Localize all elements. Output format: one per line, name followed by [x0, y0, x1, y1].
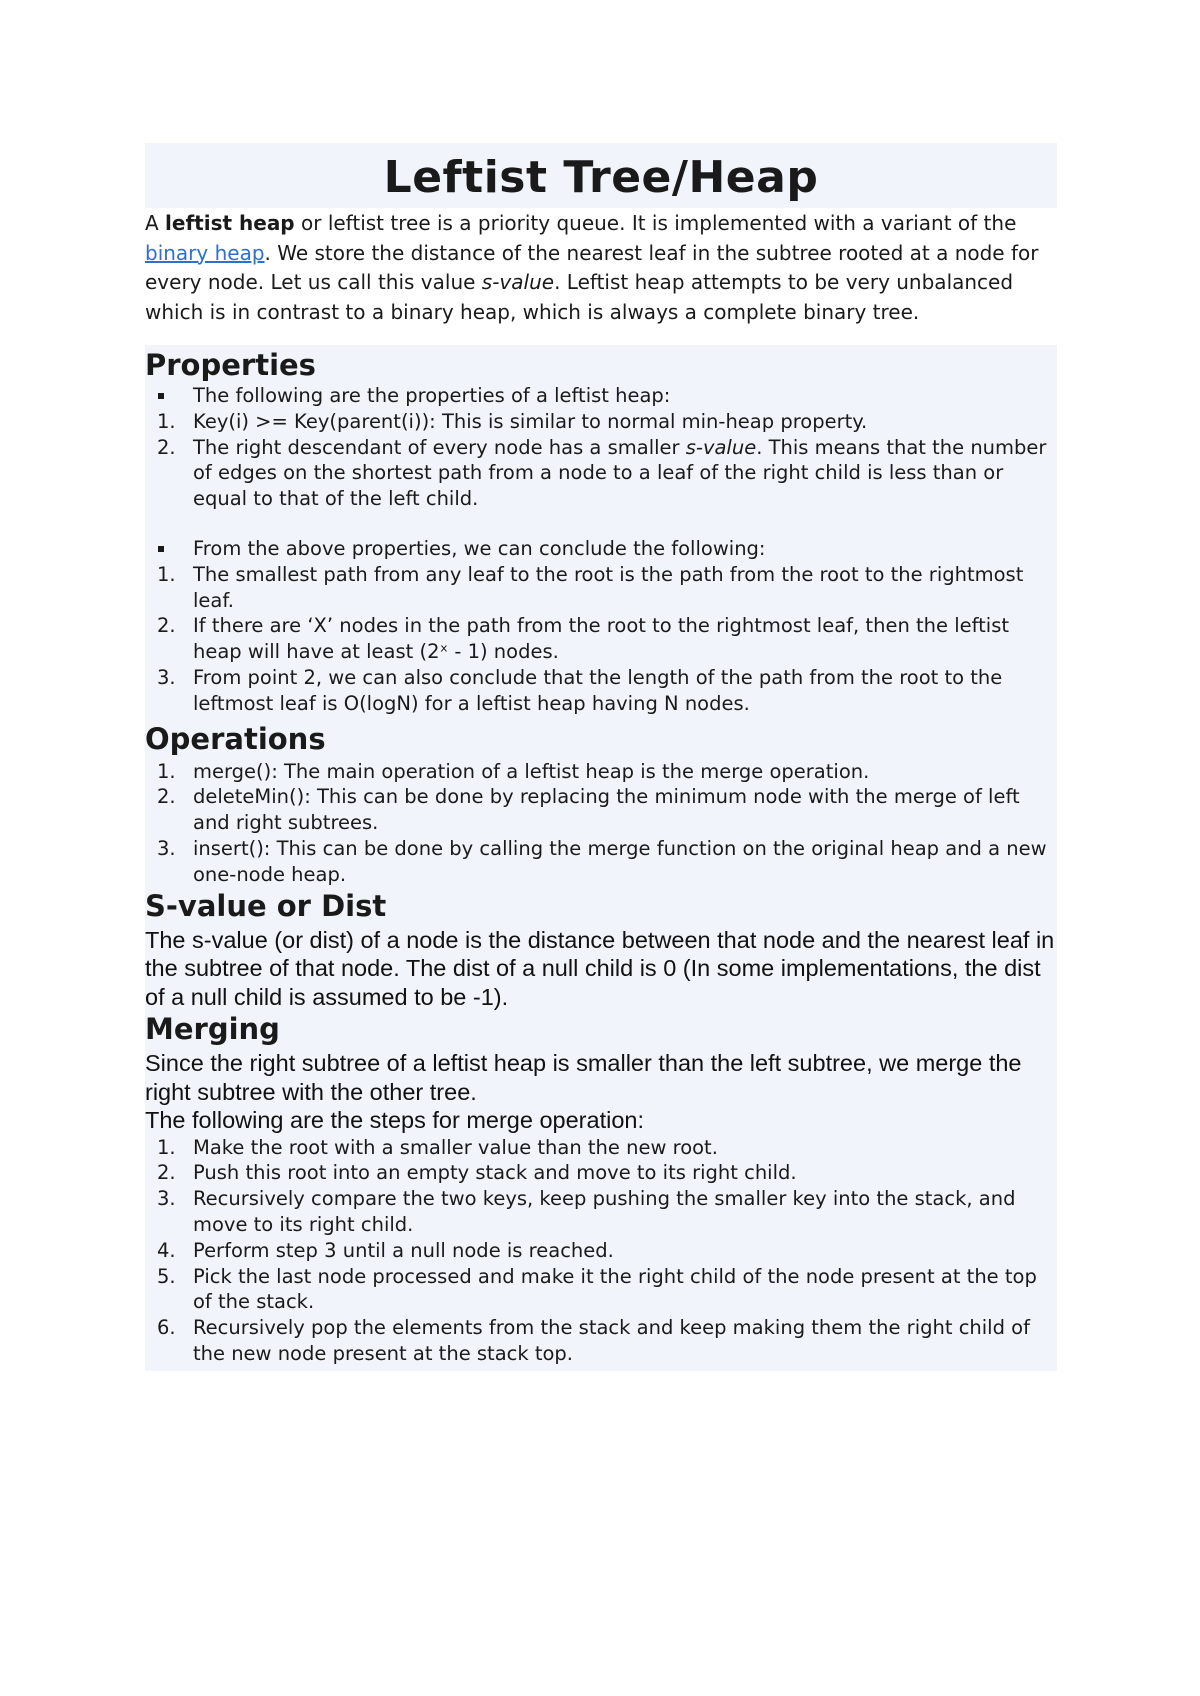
merging-paragraph-1: Since the right subtree of a leftist heap is smaller than the left subtree, we merge the right subtree with the other tree.	[145, 1050, 1022, 1105]
merging-heading: Merging	[145, 1012, 280, 1047]
list-item-text: The smallest path from any leaf to the root is the path from the root to the rightmost leaf.	[193, 562, 1024, 612]
list-item-text: insert(): This can be done by calling the merge function on the original heap and a new one-node heap.	[193, 836, 1047, 886]
document-page	[145, 143, 1057, 1371]
list-item-italic: s-value	[685, 435, 757, 459]
list-number: 1.	[157, 562, 176, 586]
list-item-text: Push this root into an empty stack and move to its right child.	[193, 1161, 797, 1185]
list-item-text: If there are ‘X’ nodes in the path from the root to the rightmost leaf, then the leftist heap will have at least (2ˣ - 1) nodes.	[193, 614, 1010, 664]
operations-section	[145, 719, 1057, 888]
list-item-text: Pick the last node processed and make it the right child of the node present at the top of the stack.	[193, 1264, 1037, 1314]
list-item-text: Key(i) >= Key(parent(i)): This is similar to normal min-heap property.	[193, 409, 868, 433]
list-item	[145, 435, 1057, 512]
list-item	[145, 536, 1057, 562]
intro-prefix: A	[145, 211, 166, 235]
list-number: 2.	[157, 614, 176, 638]
list-item	[145, 759, 1057, 785]
list-item	[145, 409, 1057, 435]
svalue-paragraph: The s-value (or dist) of a node is the distance between that node and the nearest leaf in the subtree of that node. The dist of a null child is 0 (In some implementations, the dist of a null child is assumed to be -1).	[145, 926, 1055, 1010]
list-item-text: deleteMin(): This can be done by replacing the minimum node with the merge of left and right subtrees.	[193, 785, 1020, 835]
binary-heap-link[interactable]: binary heap	[145, 240, 265, 265]
merging-section	[145, 1011, 1057, 1371]
list-item-text: Perform step 3 until a null node is reached.	[193, 1238, 614, 1262]
bullet-text: The following are the properties of a leftist heap:	[193, 384, 671, 407]
merging-paragraph-2: The following are the steps for merge operation:	[145, 1107, 644, 1134]
list-number: 1.	[157, 759, 176, 783]
intro-text-3: . Leftist heap attempts to be very unbalanced which is in contrast to a binary heap, which is always a complete binary tree.	[145, 270, 1014, 324]
list-number: 2.	[157, 435, 176, 459]
list-item	[145, 1160, 1057, 1186]
list-number: 3.	[157, 1187, 176, 1211]
list-item-text: merge(): The main operation of a leftist heap is the merge operation.	[193, 759, 870, 783]
list-item	[145, 613, 1057, 665]
operations-heading: Operations	[145, 721, 326, 756]
operations-list	[145, 759, 1057, 888]
properties-list-2	[145, 536, 1057, 717]
list-item-text: . This means that the number of edges on the shortest path from a node to a leaf of the right child is less than or equal to that of the left child.	[193, 435, 1047, 511]
list-number: 3.	[157, 665, 176, 689]
list-number: 6.	[157, 1316, 176, 1340]
svalue-section	[145, 888, 1057, 1012]
list-item	[145, 784, 1057, 836]
list-item	[145, 1264, 1057, 1316]
merge-steps-list	[145, 1135, 1057, 1371]
intro-svalue-term: s-value	[481, 270, 555, 294]
list-item	[145, 836, 1057, 888]
properties-heading: Properties	[145, 348, 316, 382]
list-number: 2.	[157, 785, 176, 809]
intro-text-1: or leftist tree is a priority queue. It is implemented with a variant of the	[294, 211, 1017, 235]
list-item-text: Make the root with a smaller value than the new root.	[193, 1135, 718, 1159]
properties-list-1	[145, 383, 1057, 512]
list-item	[145, 1135, 1057, 1161]
list-item-text: From point 2, we can also conclude that the length of the path from the root to the leftmost leaf is O(logN) for a leftist heap having N nodes.	[193, 665, 1003, 715]
list-item	[145, 665, 1057, 717]
list-item-text: The right descendant of every node has a smaller	[193, 435, 686, 459]
properties-section	[145, 345, 1057, 719]
list-number: 2.	[157, 1161, 176, 1185]
list-number: 5.	[157, 1264, 176, 1288]
list-item-text: Recursively compare the two keys, keep pushing the smaller key into the stack, and move to its right child.	[193, 1187, 1016, 1236]
square-bullet-icon	[158, 546, 164, 552]
list-item	[145, 1238, 1057, 1264]
title-block	[145, 143, 1057, 208]
list-item-text: Recursively pop the elements from the stack and keep making them the right child of the new node present at the stack top.	[193, 1316, 1030, 1365]
list-item	[145, 383, 1057, 409]
intro-bold-term: leftist heap	[165, 211, 295, 235]
intro-paragraph	[145, 208, 1057, 345]
svalue-heading: S-value or Dist	[145, 888, 387, 923]
intro-text-2: . We store the distance of the nearest leaf in the subtree rooted at a node for every node. Let us call this value	[145, 240, 1039, 294]
list-number: 3.	[157, 836, 176, 860]
page-title: Leftist Tree/Heap	[383, 152, 819, 203]
bullet-text: From the above properties, we can conclude the following:	[193, 536, 766, 560]
list-number: 4.	[157, 1238, 176, 1262]
list-item	[145, 1186, 1057, 1238]
list-number: 1.	[157, 1135, 176, 1159]
list-number: 1.	[157, 409, 176, 433]
list-item	[145, 1315, 1057, 1367]
list-item	[145, 562, 1057, 614]
square-bullet-icon	[158, 393, 164, 399]
spacer	[145, 512, 1057, 536]
